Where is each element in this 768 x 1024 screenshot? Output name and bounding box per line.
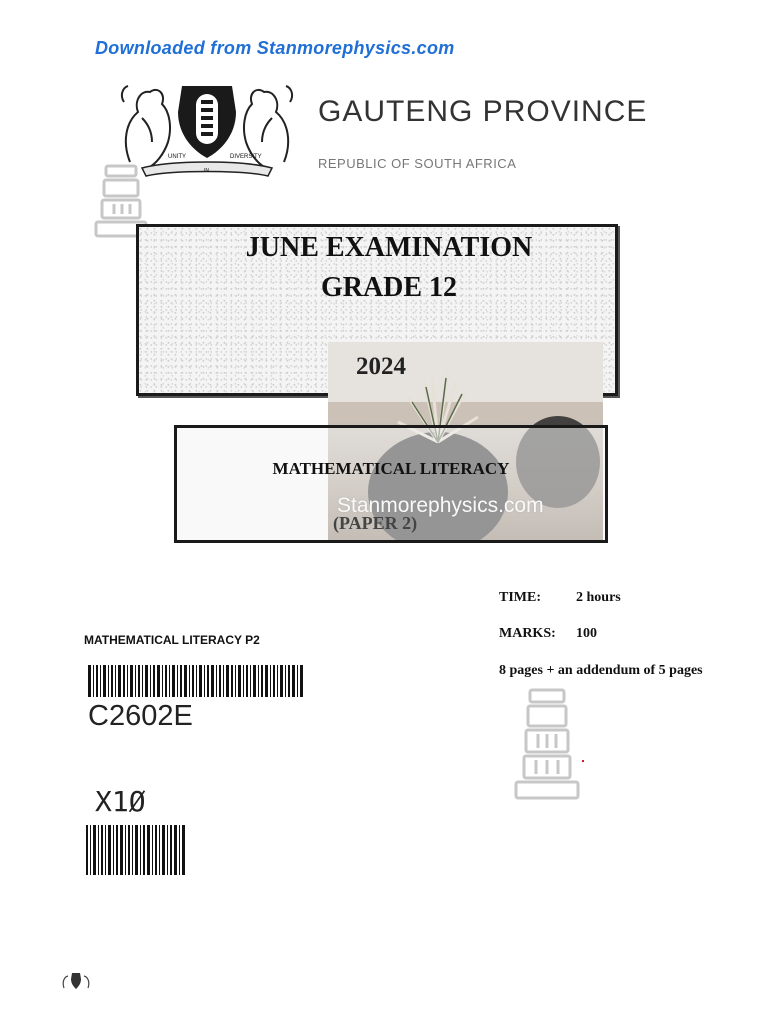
time-label: TIME:	[499, 590, 541, 605]
download-source-link[interactable]: Downloaded from Stanmorephysics.com	[95, 38, 455, 58]
barcode-icon	[86, 825, 186, 875]
crest-motto-mid: IN	[204, 168, 209, 174]
subject-paper: (PAPER 2)	[333, 513, 418, 533]
pages-info: 8 pages + an addendum of 5 pages	[499, 663, 703, 678]
province-subtitle: REPUBLIC OF SOUTH AFRICA	[318, 156, 517, 171]
crest-motto-left: UNITY	[168, 154, 186, 160]
footer-crest-icon	[60, 970, 92, 992]
exam-title: JUNE EXAMINATION	[245, 232, 533, 263]
crest-motto-right: DIVERSITY	[230, 154, 262, 160]
sticker-subject-label: MATHEMATICAL LITERACY P2	[84, 633, 260, 647]
barcode-icon	[88, 665, 304, 697]
sticker-code: C2602E	[88, 700, 193, 732]
red-dot	[582, 760, 584, 762]
marks-label: MARKS:	[499, 626, 556, 641]
time-value: 2 hours	[576, 590, 621, 605]
exam-grade: GRADE 12	[320, 272, 458, 303]
subject-title: MATHEMATICAL LITERACY	[272, 459, 510, 478]
exam-year: 2024	[356, 353, 406, 380]
province-title: GAUTENG PROVINCE	[318, 95, 648, 128]
tower-watermark-icon	[512, 684, 582, 802]
marks-value: 100	[576, 626, 597, 641]
sticker-copies: X1Ø	[95, 785, 146, 818]
